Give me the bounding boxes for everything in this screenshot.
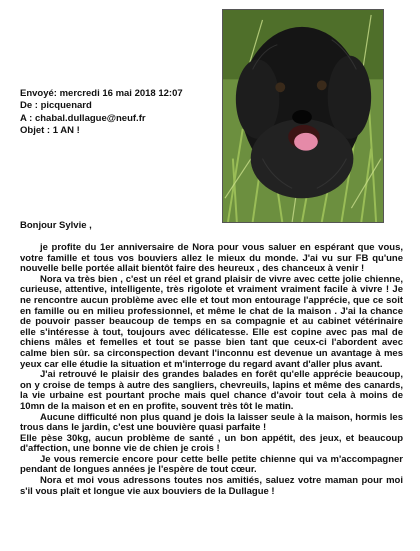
- paragraph-5: [20, 434, 403, 455]
- sent-line: Envoyé: mercredi 16 mai 2018 12:07: [20, 88, 183, 99]
- paragraph-2-text: Nora va très bien , c'est un réel et grand plaisir de vivre avec cette jolie chienne, curieuse, attentive, intelligente, très rigolote et vraiment vraiment facile à vivre ! Je ne rencontre aucun problème avec elle et tout mon entourage l'apprécie, que ce soit en famille ou en milieu professionnel, et même le chat de la maison . J'ai la chance de pouvoir passer beaucoup de temps en sa compagnie et au cabinet vétérinaire elle s'intéresse à tout, toujours avec délicatesse. Elle est copine avec pas mal de chiens mâles et femelles et tout se passe bien tant que ceux-ci l'abordent avec calme bien sûr. sa circonspection devant l'inconnu est devenue un avantage à mes yeux car elle étudie la situation et m'interroge du regard avant d'aller plus avant.: [20, 273, 403, 370]
- greeting: Bonjour Sylvie ,: [20, 220, 92, 231]
- paragraph-4: [20, 413, 403, 434]
- dog-photo: [222, 9, 384, 223]
- message-body: [20, 243, 403, 497]
- paragraph-3: [20, 370, 403, 412]
- email-header: [20, 88, 220, 137]
- paragraph-6: [20, 455, 403, 476]
- from-line: [20, 100, 220, 112]
- dog-photo-illustration: [223, 10, 383, 222]
- to-line: A : chabal.dullague@neuf.fr: [20, 112, 146, 124]
- paragraph-5-text: Elle pèse 30kg, aucun problème de santé , un bon appétit, des jeux, et beaucoup d'affection, une bonne vie de chien je crois !: [20, 432, 403, 455]
- from-text: De : picquenard: [20, 100, 92, 112]
- paragraph-2: [20, 275, 403, 370]
- paragraph-3-text: J'ai retrouvé le plaisir des grandes balades en forêt qu'elle apprécie beaucoup, on y croise de temps à autre des sangliers, chevreuils, lapins et même des canards, la vie urbaine est pourtant proche mais quel chance d'avoir tout cela à moins de 10mn de la maison et en en profite, souvent très tôt le matin.: [20, 369, 403, 412]
- paragraph-1-text: je profite du 1er anniversaire de Nora pour vous saluer en espérant que vous, votre famille et tous vos bouviers allez le mieux du monde. J'ai vu sur FB qu'une nouvelle belle portée allait bientôt faire des heureux , des chanceux à venir !: [20, 242, 403, 275]
- paragraph-1: [20, 243, 403, 275]
- subject-line: Objet : 1 AN !: [20, 124, 80, 136]
- paragraph-7-text: Nora et moi vous adressons toutes nos amitiés, saluez votre maman pour moi s'il vous plaît et longue vie aux bouviers de la Dullague !: [20, 475, 403, 497]
- paragraph-4-text: Aucune difficulté non plus quand je dois la laisser seule à la maison, hormis les trous dans le jardin, c'est une bouvière quasi parfaite !: [20, 411, 403, 434]
- paragraph-6-text: Je vous remercie encore pour cette belle petite chienne qui va m'accompagner pendant de longues années je l'espère de tout cœur.: [20, 453, 403, 476]
- paragraph-7: [20, 476, 403, 497]
